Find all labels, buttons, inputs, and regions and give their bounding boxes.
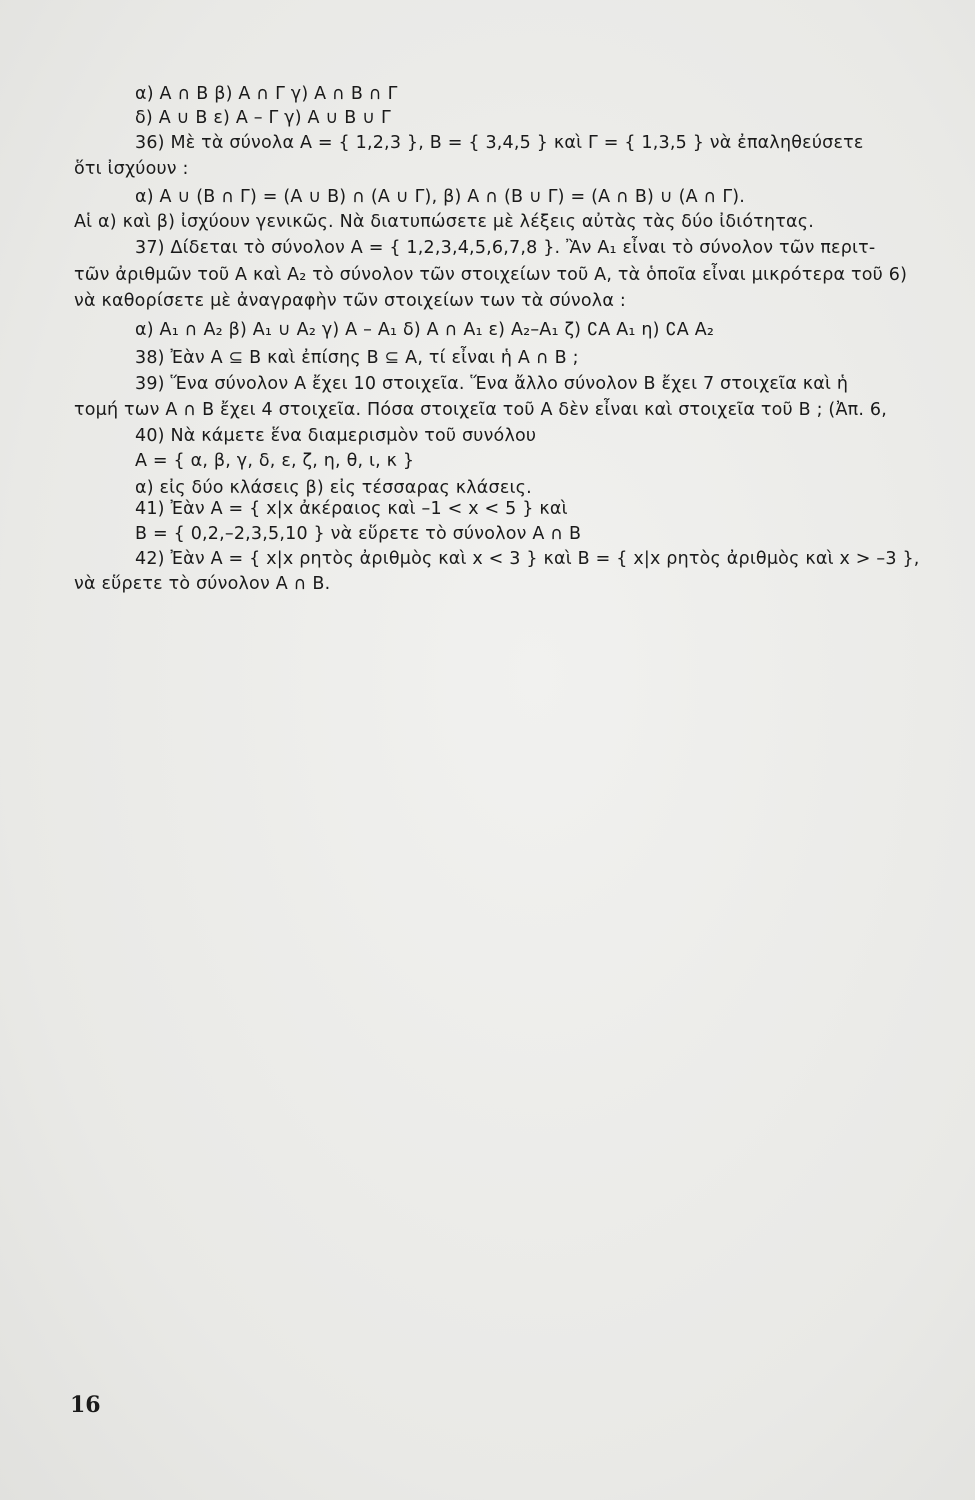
text-line: α) A ∪ (B ∩ Γ) = (A ∪ B) ∩ (A ∪ Γ), β) A ∩ (B ∪ Γ) = (A ∩ B) ∪ (A ∩ Γ). <box>135 187 746 207</box>
text-line: δ) A ∪ B ε) A – Γ γ) A ∪ B ∪ Γ <box>135 108 391 128</box>
text-line: α) A₁ ∩ A₂ β) A₁ ∪ A₂ γ) A – A₁ δ) A ∩ A₁ ε) A₂–A₁ ζ) ∁A A₁ η) ∁A A₂ <box>135 320 715 340</box>
exercise-41: 41) Ἐὰν A = { x|x ἀκέραιος καὶ –1 < x < 5 } καὶ <box>135 499 568 519</box>
text-line: νὰ καθορίσετε μὲ ἀναγραφὴν τῶν στοιχείων των τὰ σύνολα : <box>74 291 626 311</box>
text-line: ὅτι ἰσχύουν : <box>74 159 189 179</box>
text-line: B = { 0,2,–2,3,5,10 } νὰ εὕρετε τὸ σύνολον A ∩ B <box>135 524 582 544</box>
exercise-36: 36) Μὲ τὰ σύνολα A = { 1,2,3 }, B = { 3,4,5 } καὶ Γ = { 1,3,5 } νὰ ἐπαληθεύσετε <box>135 133 864 153</box>
text-line: τομή των A ∩ B ἔχει 4 στοιχεῖα. Πόσα στοιχεῖα τοῦ A δὲν εἶναι καὶ στοιχεῖα τοῦ B ; (Ἀπ. 6, <box>74 400 887 420</box>
text-line: α) A ∩ B β) A ∩ Γ γ) A ∩ B ∩ Γ <box>135 84 398 104</box>
exercise-37: 37) Δίδεται τὸ σύνολον A = { 1,2,3,4,5,6,7,8 }. Ἂν A₁ εἶναι τὸ σύνολον τῶν περιτ- <box>135 238 876 258</box>
exercise-39: 39) Ἕνα σύνολον A ἔχει 10 στοιχεῖα. Ἕνα ἄλλο σύνολον B ἔχει 7 στοιχεῖα καὶ ἡ <box>135 374 849 394</box>
exercise-42: 42) Ἐὰν A = { x|x ρητὸς ἀριθμὸς καὶ x < 3 } καὶ B = { x|x ρητὸς ἀριθμὸς καὶ x > –3 }, <box>135 549 920 569</box>
exercise-40: 40) Νὰ κάμετε ἕνα διαμερισμὸν τοῦ συνόλου <box>135 426 537 446</box>
exercise-38: 38) Ἐὰν A ⊆ B καὶ ἐπίσης B ⊆ A, τί εἶναι ἡ A ∩ B ; <box>135 348 579 368</box>
text-line: Αἱ α) καὶ β) ἰσχύουν γενικῶς. Νὰ διατυπώσετε μὲ λέξεις αὐτὰς τὰς δύο ἰδιότητας. <box>74 212 814 232</box>
text-line: α) εἰς δύο κλάσεις β) εἰς τέσσαρας κλάσεις. <box>135 478 532 498</box>
text-line: νὰ εὕρετε τὸ σύνολον A ∩ B. <box>74 574 331 594</box>
text-line: τῶν ἀριθμῶν τοῦ A καὶ A₂ τὸ σύνολον τῶν στοιχείων τοῦ A, τὰ ὁποῖα εἶναι μικρότερα τοῦ 6) <box>74 265 908 285</box>
text-line: A = { α, β, γ, δ, ε, ζ, η, θ, ι, κ } <box>135 451 415 471</box>
page-number: 16 <box>70 1392 101 1418</box>
